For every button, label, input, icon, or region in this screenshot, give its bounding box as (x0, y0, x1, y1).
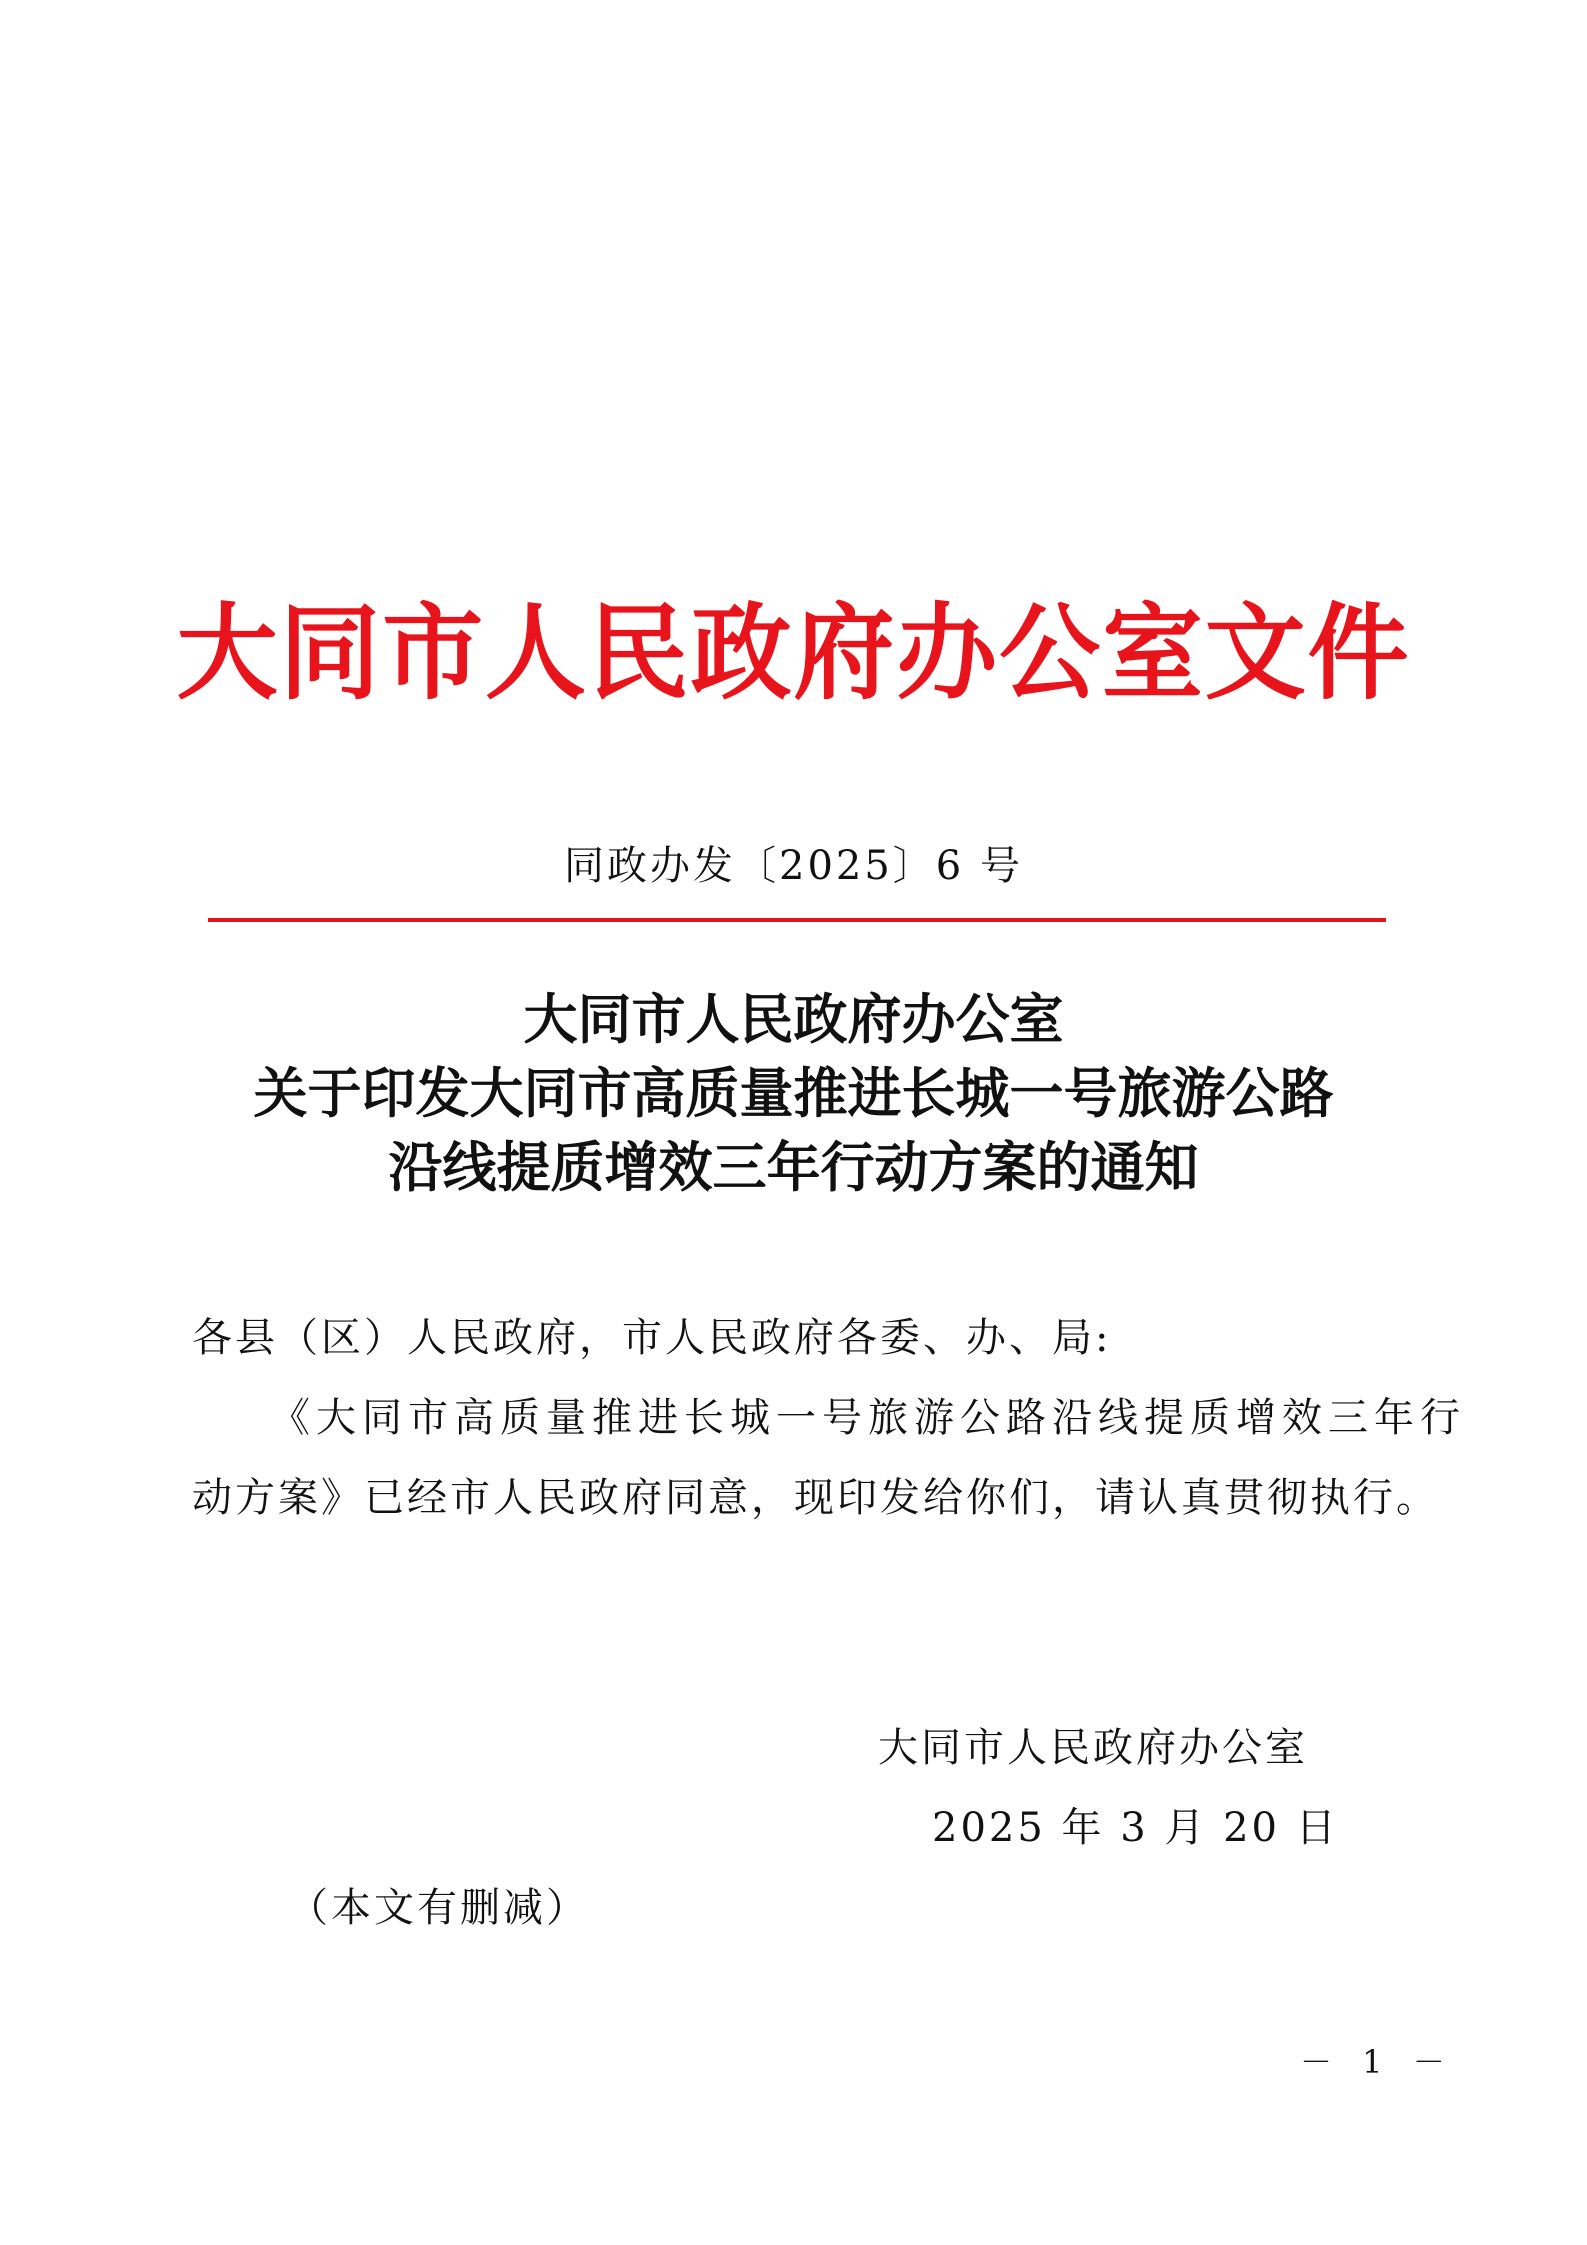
body-paragraph-line-1: 《大同市高质量推进长城一号旅游公路沿线提质增效三年行 (270, 1395, 1466, 1441)
page-number: － 1 － (1300, 2043, 1455, 2081)
title-line-1: 大同市人民政府办公室 (523, 987, 1064, 1051)
addressee: 各县（区）人民政府，市人民政府各委、办、局: (192, 1315, 1112, 1361)
document-number: 同政办发〔2025〕6 号 (564, 843, 1023, 889)
abridged-note: （本文有删减） (288, 1885, 589, 1931)
body-paragraph-line-2: 动方案》已经市人民政府同意，现印发给你们，请认真贯彻执行。 (192, 1475, 1439, 1521)
title-line-2: 关于印发大同市高质量推进长城一号旅游公路 (253, 1061, 1334, 1125)
red-divider-line (208, 918, 1386, 922)
issuer-signature: 大同市人民政府办公室 (878, 1725, 1308, 1771)
title-line-3: 沿线提质增效三年行动方案的通知 (388, 1135, 1199, 1199)
masthead-title: 大同市人民政府办公室文件 (176, 591, 1411, 714)
issue-date: 2025 年 3 月 20 日 (932, 1805, 1339, 1851)
document-title (0, 982, 1587, 1204)
